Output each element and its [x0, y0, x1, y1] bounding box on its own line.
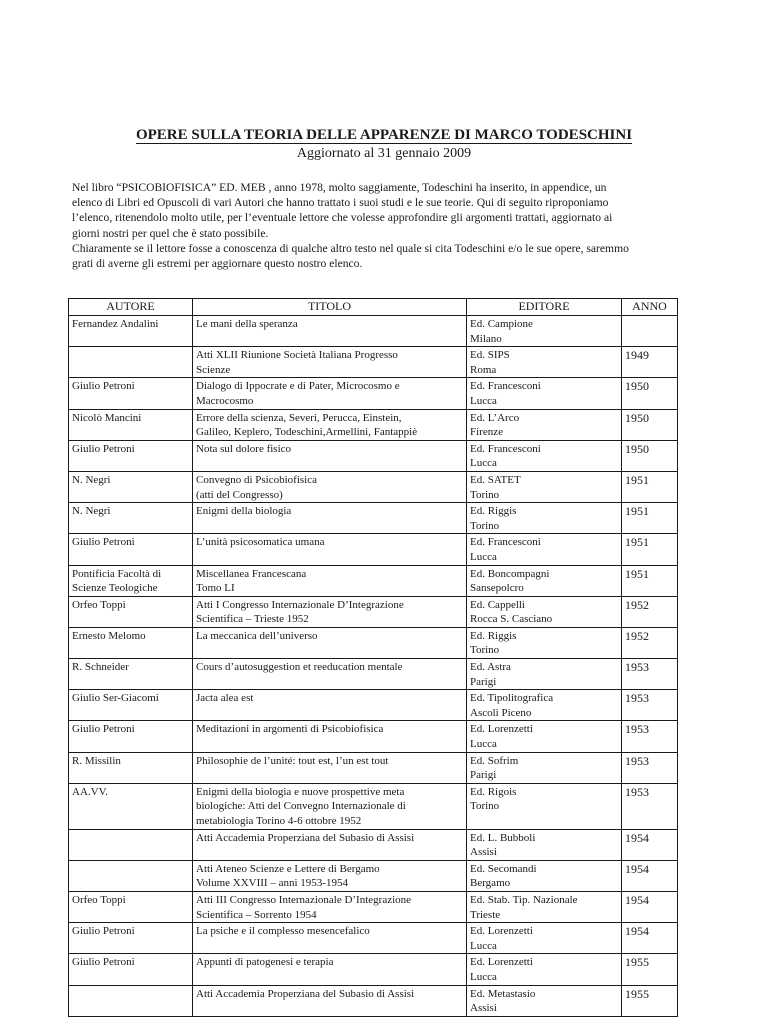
publisher-cell-line: Ed. Lorenzetti	[470, 956, 533, 969]
author-cell-line: Scienze Teologiche	[72, 582, 158, 595]
author-cell-line: Giulio Petroni	[72, 956, 135, 969]
year-cell: 1954	[622, 829, 678, 860]
title-cell	[193, 860, 467, 891]
publisher-cell	[467, 565, 622, 596]
title-cell-line: Scienze	[196, 363, 231, 376]
year-cell: 1949	[622, 347, 678, 378]
publisher-cell-line: Assisi	[470, 1002, 497, 1015]
author-cell	[69, 954, 193, 985]
title-cell-line: La meccanica dell’universo	[196, 629, 318, 642]
publisher-cell-line: Ed. Astra	[470, 661, 511, 674]
author-cell	[69, 860, 193, 891]
title-cell-line: Enigmi della biologia	[196, 505, 292, 518]
intro-line: Chiaramente se il lettore fosse a conoscenza di qualche altro testo nel quale si cita Todeschini e/o le sue opere, saremmo	[72, 241, 629, 255]
publisher-cell-line: Ed. SIPS	[470, 349, 510, 362]
publisher-cell-line: Ed. Riggis	[470, 505, 517, 518]
author-cell-line: R. Missilin	[72, 754, 121, 767]
intro-line: elenco di Libri ed Opuscoli di vari Autori che hanno trattato i suoi studi e le sue teorie. Qui di seguito riproponiamo	[72, 196, 609, 210]
publisher-cell	[467, 923, 622, 954]
author-cell	[69, 409, 193, 440]
author-cell-line: N. Negri	[72, 473, 111, 486]
author-cell-line: Pontificia Facoltà di	[72, 567, 162, 580]
title-cell-line: Le mani della speranza	[196, 318, 298, 330]
table-row	[69, 985, 678, 1016]
author-cell	[69, 752, 193, 783]
publisher-cell-line: Parigi	[470, 769, 497, 782]
table-row	[69, 565, 678, 596]
publisher-cell-line: Ed. Boncompagni	[470, 567, 550, 580]
publisher-cell-line: Lucca	[470, 550, 497, 563]
header-author: AUTORE	[69, 299, 193, 316]
title-cell-line: La psiche e il complesso mesencefalico	[196, 925, 370, 938]
publisher-cell-line: Parigi	[470, 675, 497, 688]
publisher-cell-line: Ed. Stab. Tip. Nazionale	[470, 893, 578, 906]
author-cell-line: Giulio Petroni	[72, 442, 135, 455]
author-cell	[69, 891, 193, 922]
title-cell-line: Dialogo di Ippocrate e di Pater, Microcosmo e	[196, 380, 400, 393]
table-row	[69, 829, 678, 860]
title-cell-line: metabiologia Torino 4-6 ottobre 1952	[196, 815, 362, 827]
intro-line: giorni nostri per quel che è stato possibile.	[72, 226, 269, 240]
publisher-cell	[467, 627, 622, 658]
table-row	[69, 596, 678, 627]
author-cell-line: Orfeo Toppi	[72, 893, 126, 906]
publisher-cell-line: Lucca	[470, 457, 497, 470]
year-cell: 1954	[622, 891, 678, 922]
publisher-cell-line: Ed. Lorenzetti	[470, 925, 533, 938]
title-cell-line: Atti I Congresso Internazionale D’Integrazione	[196, 598, 404, 611]
publisher-cell-line: Ascoli Piceno	[470, 706, 532, 719]
title-cell-line: Tomo LI	[196, 582, 235, 595]
title-cell-line: (atti del Congresso)	[196, 488, 283, 501]
publisher-cell	[467, 783, 622, 829]
title-cell	[193, 565, 467, 596]
publisher-cell-line: Assisi	[470, 846, 497, 859]
table-row	[69, 471, 678, 502]
table-row	[69, 409, 678, 440]
title-cell-line: Jacta alea est	[196, 692, 254, 705]
year-cell: 1953	[622, 752, 678, 783]
publisher-cell	[467, 860, 622, 891]
publisher-cell	[467, 954, 622, 985]
publisher-cell-line: Milano	[470, 332, 502, 345]
title-cell	[193, 347, 467, 378]
title-cell	[193, 409, 467, 440]
author-cell	[69, 721, 193, 752]
year-cell: 1953	[622, 659, 678, 690]
publisher-cell	[467, 659, 622, 690]
intro-line: Nel libro “PSICOBIOFISICA” ED. MEB , anno 1978, molto saggiamente, Todeschini ha inserito, in appendice, un	[72, 181, 607, 194]
author-cell	[69, 565, 193, 596]
title-cell-line: Convegno di Psicobiofisica	[196, 473, 317, 486]
publisher-cell	[467, 503, 622, 534]
publisher-cell-line: Ed. Rigois	[470, 785, 517, 798]
author-cell-line: Orfeo Toppi	[72, 598, 126, 611]
year-cell: 1952	[622, 596, 678, 627]
title-cell	[193, 440, 467, 471]
title-cell	[193, 534, 467, 565]
table-row	[69, 752, 678, 783]
publisher-cell-line: Ed. Francesconi	[470, 536, 541, 549]
table-header-row	[69, 299, 678, 316]
year-cell: 1953	[622, 690, 678, 721]
author-cell-line: Nicolò Mancini	[72, 411, 142, 424]
publisher-cell-line: Ed. Tipolitografica	[470, 692, 554, 705]
header-publisher: EDITORE	[467, 299, 622, 316]
title-cell	[193, 471, 467, 502]
publisher-cell-line: Lucca	[470, 970, 497, 983]
year-cell: 1952	[622, 627, 678, 658]
publisher-cell-line: Ed. Secomandi	[470, 862, 537, 875]
title-cell-line: Errore della scienza, Severi, Perucca, Einstein,	[196, 411, 402, 424]
author-cell-line: Ernesto Melomo	[72, 629, 146, 642]
title-cell	[193, 503, 467, 534]
title-cell-line: Atti Ateneo Scienze e Lettere di Bergamo	[196, 862, 380, 875]
publisher-cell-line: Roma	[470, 363, 497, 376]
intro-line: l’elenco, ritenendolo molto utile, per l’eventuale lettore che volesse approfondire gli argomenti trattati, aggiornato ai	[72, 211, 613, 225]
title-cell	[193, 985, 467, 1016]
publisher-cell-line: Torino	[470, 488, 500, 501]
author-cell	[69, 783, 193, 829]
title-cell	[193, 891, 467, 922]
author-cell	[69, 503, 193, 534]
publisher-cell-line: Ed. Francesconi	[470, 442, 541, 455]
year-cell: 1950	[622, 378, 678, 409]
title-cell-line: Philosophie de l’unité: tout est, l’un est tout	[196, 754, 389, 767]
publisher-cell-line: Ed. L. Bubboli	[470, 831, 536, 844]
publisher-cell-line: Ed. Riggis	[470, 629, 517, 642]
publisher-cell	[467, 690, 622, 721]
title-cell-line: Meditazioni in argomenti di Psicobiofisica	[196, 723, 384, 736]
table-row	[69, 347, 678, 378]
publisher-cell-line: Sansepolcro	[470, 582, 524, 595]
header-title: TITOLO	[193, 299, 467, 316]
title-cell	[193, 954, 467, 985]
title-cell	[193, 690, 467, 721]
author-cell	[69, 471, 193, 502]
author-cell	[69, 440, 193, 471]
table-row	[69, 316, 678, 347]
title-cell	[193, 627, 467, 658]
year-cell: 1953	[622, 783, 678, 829]
author-cell-line: R. Schneider	[72, 661, 129, 674]
author-cell-line: Giulio Ser-Giacomi	[72, 692, 159, 705]
publisher-cell-line: Ed. L’Arco	[470, 411, 520, 424]
publisher-cell-line: Lucca	[470, 394, 497, 407]
author-cell	[69, 596, 193, 627]
table-row	[69, 503, 678, 534]
title-cell-line: Atti III Congresso Internazionale D’Integrazione	[196, 893, 412, 906]
publisher-cell-line: Torino	[470, 644, 500, 657]
title-cell-line: Miscellanea Francescana	[196, 567, 307, 580]
publisher-cell-line: Ed. Francesconi	[470, 380, 541, 393]
title-cell	[193, 378, 467, 409]
table-row	[69, 440, 678, 471]
publisher-cell-line: Ed. Cappelli	[470, 598, 525, 611]
year-cell: 1950	[622, 409, 678, 440]
author-cell-line: N. Negri	[72, 505, 111, 518]
publisher-cell-line: Ed. Metastasio	[470, 987, 536, 1000]
title-cell-line: Atti XLII Riunione Società Italiana Progresso	[196, 349, 398, 362]
author-cell	[69, 316, 193, 347]
page-title-text: OPERE SULLA TEORIA DELLE APPARENZE DI MARCO TODESCHINI	[135, 127, 633, 143]
publisher-cell-line: Trieste	[470, 908, 501, 921]
author-cell	[69, 378, 193, 409]
table-row	[69, 690, 678, 721]
intro-line: grati di averne gli estremi per aggiornare questo nostro elenco.	[72, 257, 363, 271]
page-subtitle: Aggiornato al 31 gennaio 2009	[296, 146, 472, 161]
author-cell-line: Giulio Petroni	[72, 380, 135, 393]
intro-text	[72, 180, 702, 271]
year-cell: 1950	[622, 440, 678, 471]
publisher-cell-line: Lucca	[470, 939, 497, 952]
publisher-cell	[467, 721, 622, 752]
title-cell-line: Cours d’autosuggestion et reeducation mentale	[196, 661, 403, 674]
publisher-cell	[467, 891, 622, 922]
year-cell: 1951	[622, 471, 678, 502]
publisher-cell-line: Firenze	[470, 426, 503, 439]
works-table	[68, 298, 678, 1017]
table-row	[69, 659, 678, 690]
table-row	[69, 378, 678, 409]
title-cell-line: Macrocosmo	[196, 394, 254, 407]
year-cell: 1954	[622, 860, 678, 891]
title-cell	[193, 829, 467, 860]
title-cell-line: Appunti di patogenesi e terapia	[196, 956, 334, 969]
title-cell	[193, 659, 467, 690]
publisher-cell	[467, 378, 622, 409]
title-cell	[193, 596, 467, 627]
publisher-cell-line: Lucca	[470, 738, 497, 751]
table-row	[69, 721, 678, 752]
publisher-cell	[467, 471, 622, 502]
author-cell	[69, 923, 193, 954]
table-row	[69, 954, 678, 985]
publisher-cell	[467, 347, 622, 378]
year-cell: 1951	[622, 534, 678, 565]
publisher-cell	[467, 596, 622, 627]
publisher-cell-line: Rocca S. Casciano	[470, 613, 553, 626]
author-cell	[69, 690, 193, 721]
year-cell: 1954	[622, 923, 678, 954]
author-cell	[69, 534, 193, 565]
title-cell-line: Atti Accademia Properziana del Subasio di Assisi	[196, 987, 415, 1000]
publisher-cell	[467, 534, 622, 565]
title-cell-line: Atti Accademia Properziana del Subasio di Assisi	[196, 831, 415, 844]
publisher-cell	[467, 316, 622, 347]
table-row	[69, 860, 678, 891]
table-body	[69, 316, 678, 1017]
title-cell-line: Galileo, Keplero, Todeschini,Armellini, Fantappiè	[196, 426, 418, 439]
publisher-cell	[467, 440, 622, 471]
year-cell: 1951	[622, 565, 678, 596]
title-cell-line: Enigmi della biologia e nuove prospettive meta	[196, 785, 405, 798]
publisher-cell-line: Torino	[470, 519, 500, 532]
title-cell-line: Volume XXVIII – anni 1953-1954	[196, 877, 348, 890]
table-row	[69, 534, 678, 565]
author-cell	[69, 985, 193, 1016]
publisher-cell-line: Ed. Campione	[470, 318, 533, 330]
publisher-cell-line: Torino	[470, 800, 500, 813]
title-cell	[193, 316, 467, 347]
publisher-cell-line: Bergamo	[470, 877, 511, 890]
year-cell	[622, 316, 678, 347]
title-cell-line: Nota sul dolore fisico	[196, 442, 292, 455]
title-cell	[193, 923, 467, 954]
title-cell-line: Scientifica – Trieste 1952	[196, 613, 309, 626]
table-row	[69, 891, 678, 922]
year-cell: 1955	[622, 985, 678, 1016]
author-cell	[69, 829, 193, 860]
table-row	[69, 627, 678, 658]
author-cell-line: AA.VV.	[72, 785, 108, 798]
title-cell	[193, 783, 467, 829]
publisher-cell	[467, 409, 622, 440]
author-cell-line: Giulio Petroni	[72, 723, 135, 736]
publisher-cell	[467, 752, 622, 783]
title-cell	[193, 721, 467, 752]
author-cell	[69, 627, 193, 658]
publisher-cell-line: Ed. SATET	[470, 473, 521, 486]
author-cell-line: Giulio Petroni	[72, 925, 135, 938]
title-cell-line: L’unità psicosomatica umana	[196, 536, 325, 549]
publisher-cell	[467, 829, 622, 860]
table-row	[69, 783, 678, 829]
title-cell-line: biologiche: Atti del Convegno Internazionale di	[196, 800, 406, 813]
publisher-cell-line: Ed. Sofrim	[470, 754, 519, 767]
author-cell	[69, 347, 193, 378]
year-cell: 1953	[622, 721, 678, 752]
publisher-cell	[467, 985, 622, 1016]
page-title	[0, 126, 768, 144]
header-year: ANNO	[622, 299, 678, 316]
author-cell-line: Giulio Petroni	[72, 536, 135, 549]
publisher-cell-line: Ed. Lorenzetti	[470, 723, 533, 736]
author-cell	[69, 659, 193, 690]
year-cell: 1955	[622, 954, 678, 985]
year-cell: 1951	[622, 503, 678, 534]
author-cell-line: Fernandez Andalini	[72, 318, 159, 330]
table-row	[69, 923, 678, 954]
title-cell	[193, 752, 467, 783]
title-cell-line: Scientifica – Sorrento 1954	[196, 908, 317, 921]
